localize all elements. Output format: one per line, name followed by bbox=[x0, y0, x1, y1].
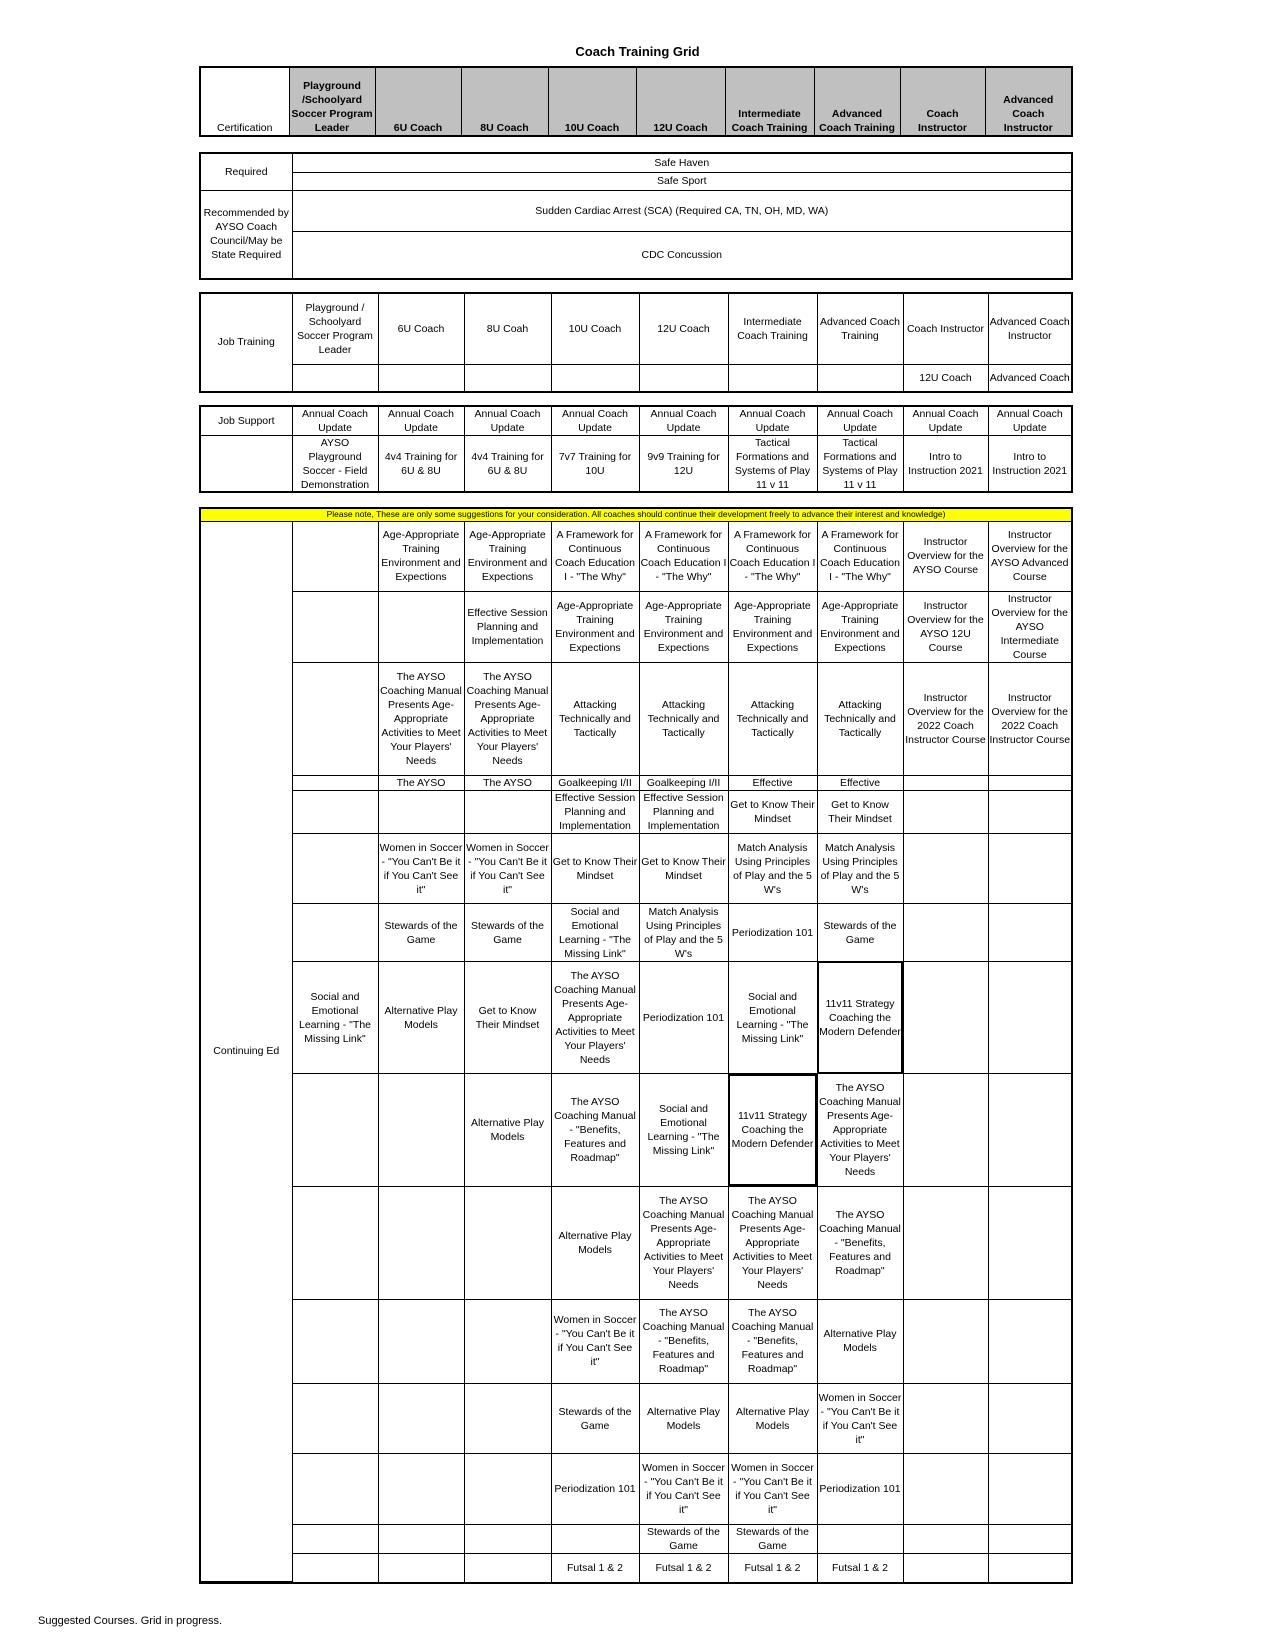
continuing-ed-cell bbox=[903, 1524, 988, 1553]
continuing-ed-cell: Goalkeeping I/II bbox=[639, 775, 728, 790]
recommended-item: Sudden Cardiac Arrest (SCA) (Required CA, TN, OH, MD, WA) bbox=[292, 190, 1071, 231]
continuing-ed-cell: Stewards of the Game bbox=[728, 1524, 817, 1553]
role-header: 6U Coach bbox=[375, 68, 461, 135]
role-header: 8U Coach bbox=[461, 68, 548, 135]
continuing-ed-cell: Attacking Technically and Tactically bbox=[728, 663, 817, 776]
job-training-label: Job Training bbox=[201, 294, 292, 391]
continuing-ed-cell bbox=[292, 1553, 378, 1581]
job-training-cell: 10U Coach bbox=[551, 294, 639, 364]
continuing-ed-cell bbox=[903, 961, 988, 1074]
continuing-ed-cell: The AYSO Coaching Manual - "Benefits, Features and Roadmap" bbox=[728, 1299, 817, 1383]
continuing-ed-cell bbox=[988, 1074, 1071, 1187]
continuing-ed-cell: Get to Know Their Mindset bbox=[817, 790, 903, 833]
job-support-table bbox=[199, 405, 1073, 493]
continuing-ed-cell bbox=[988, 1524, 1071, 1553]
continuing-ed-cell: Periodization 101 bbox=[728, 904, 817, 961]
continuing-ed-cell bbox=[551, 1524, 639, 1553]
continuing-ed-cell bbox=[378, 1454, 464, 1524]
continuing-ed-cell: Effective Session Planning and Implementation bbox=[639, 790, 728, 833]
continuing-ed-cell bbox=[464, 1299, 551, 1383]
continuing-ed-cell: Alternative Play Models bbox=[551, 1186, 639, 1299]
job-support-cell: Annual Coach Update bbox=[292, 407, 378, 436]
job-support-cell: Annual Coach Update bbox=[728, 407, 817, 436]
job-support-cell: Intro to Instruction 2021 bbox=[903, 436, 988, 493]
continuing-ed-cell bbox=[903, 1186, 988, 1299]
job-training-cell: 6U Coach bbox=[378, 294, 464, 364]
continuing-ed-cell: Instructor Overview for the AYSO Course bbox=[903, 521, 988, 591]
continuing-ed-cell bbox=[988, 834, 1071, 904]
continuing-ed-cell bbox=[292, 663, 378, 776]
continuing-ed-row bbox=[201, 1454, 1071, 1524]
job-training-cell: 12U Coach bbox=[639, 294, 728, 364]
job-support-cell: Annual Coach Update bbox=[903, 407, 988, 436]
continuing-ed-row bbox=[201, 521, 1071, 591]
continuing-ed-row bbox=[201, 775, 1071, 790]
continuing-ed-cell: The AYSO bbox=[378, 775, 464, 790]
continuing-ed-cell: Stewards of the Game bbox=[639, 1524, 728, 1553]
continuing-ed-cell: The AYSO Coaching Manual Presents Age-Appropriate Activities to Meet Your Players' Needs bbox=[378, 663, 464, 776]
job-support-cell: 4v4 Training for 6U & 8U bbox=[464, 436, 551, 493]
continuing-ed-cell: 11v11 Strategy Coaching the Modern Defender bbox=[817, 961, 903, 1074]
continuing-ed-cell: The AYSO Coaching Manual - "Benefits, Features and Roadmap" bbox=[639, 1299, 728, 1383]
continuing-ed-cell: The AYSO Coaching Manual Presents Age-Appropriate Activities to Meet Your Players' Needs bbox=[728, 1186, 817, 1299]
continuing-ed-cell: Women in Soccer - "You Can't Be it if You Can't See it" bbox=[378, 834, 464, 904]
continuing-ed-cell: Effective Session Planning and Implementation bbox=[464, 591, 551, 662]
continuing-ed-cell: Women in Soccer - "You Can't Be it if You Can't See it" bbox=[728, 1454, 817, 1524]
role-header: Advanced Coach Training bbox=[814, 68, 900, 135]
recommended-item: CDC Concussion bbox=[292, 231, 1071, 278]
continuing-ed-cell bbox=[292, 775, 378, 790]
continuing-ed-table bbox=[199, 507, 1073, 1584]
continuing-ed-cell bbox=[464, 1383, 551, 1453]
continuing-ed-cell bbox=[464, 790, 551, 833]
continuing-ed-cell bbox=[988, 790, 1071, 833]
continuing-ed-cell: A Framework for Continuous Coach Education I - "The Why" bbox=[817, 521, 903, 591]
continuing-ed-cell bbox=[988, 1299, 1071, 1383]
continuing-ed-cell: Women in Soccer - "You Can't Be it if You Can't See it" bbox=[817, 1383, 903, 1453]
continuing-ed-row bbox=[201, 1524, 1071, 1553]
continuing-ed-cell: Instructor Overview for the 2022 Coach Instructor Course bbox=[988, 663, 1071, 776]
continuing-ed-cell: Age-Appropriate Training Environment and Expections bbox=[817, 591, 903, 662]
continuing-ed-cell: Match Analysis Using Principles of Play and the 5 W's bbox=[817, 834, 903, 904]
continuing-ed-cell bbox=[378, 1553, 464, 1581]
continuing-ed-cell: Stewards of the Game bbox=[817, 904, 903, 961]
header-table bbox=[199, 66, 1073, 137]
continuing-ed-row bbox=[201, 663, 1071, 776]
continuing-ed-cell bbox=[903, 1553, 988, 1581]
continuing-ed-cell: Alternative Play Models bbox=[639, 1383, 728, 1453]
continuing-ed-cell: The AYSO Coaching Manual Presents Age-Appropriate Activities to Meet Your Players' Needs bbox=[639, 1186, 728, 1299]
continuing-ed-cell: Get to Know Their Mindset bbox=[464, 961, 551, 1074]
continuing-ed-cell: Match Analysis Using Principles of Play and the 5 W's bbox=[639, 904, 728, 961]
continuing-ed-cell: Alternative Play Models bbox=[378, 961, 464, 1074]
continuing-ed-cell bbox=[292, 1074, 378, 1187]
continuing-ed-row bbox=[201, 961, 1071, 1074]
continuing-ed-cell bbox=[378, 591, 464, 662]
job-support-cell: 7v7 Training for 10U bbox=[551, 436, 639, 493]
page-title: Coach Training Grid bbox=[575, 44, 700, 59]
continuing-ed-cell bbox=[378, 1383, 464, 1453]
continuing-ed-cell: The AYSO Coaching Manual Presents Age-Appropriate Activities to Meet Your Players' Needs bbox=[464, 663, 551, 776]
role-header: Coach Instructor bbox=[900, 68, 985, 135]
continuing-ed-cell bbox=[903, 1074, 988, 1187]
role-header: Advanced Coach Instructor bbox=[985, 68, 1071, 135]
job-support-cell: AYSO Playground Soccer - Field Demonstration bbox=[292, 436, 378, 493]
continuing-ed-cell bbox=[292, 834, 378, 904]
job-support-cell: Annual Coach Update bbox=[464, 407, 551, 436]
continuing-ed-cell: The AYSO Coaching Manual Presents Age-Appropriate Activities to Meet Your Players' Needs bbox=[551, 961, 639, 1074]
continuing-ed-cell bbox=[464, 1553, 551, 1581]
role-header: 10U Coach bbox=[548, 68, 636, 135]
job-training-cell: Advanced Coach Instructor bbox=[988, 294, 1071, 364]
job-training-cell bbox=[378, 364, 464, 391]
continuing-ed-cell: Instructor Overview for the AYSO Advanced Course bbox=[988, 521, 1071, 591]
job-training-cell bbox=[639, 364, 728, 391]
required-label: Required bbox=[201, 154, 292, 190]
continuing-ed-cell: Age-Appropriate Training Environment and Expections bbox=[639, 591, 728, 662]
continuing-ed-cell bbox=[903, 1383, 988, 1453]
continuing-ed-cell: Effective bbox=[728, 775, 817, 790]
continuing-ed-cell bbox=[903, 790, 988, 833]
continuing-ed-row bbox=[201, 1186, 1071, 1299]
continuing-ed-cell: Women in Soccer - "You Can't Be it if You Can't See it" bbox=[464, 834, 551, 904]
continuing-ed-cell: Effective Session Planning and Implementation bbox=[551, 790, 639, 833]
continuing-ed-cell: The AYSO bbox=[464, 775, 551, 790]
continuing-ed-cell: Periodization 101 bbox=[817, 1454, 903, 1524]
job-support-cell: Tactical Formations and Systems of Play 11 v 11 bbox=[728, 436, 817, 493]
continuing-ed-row bbox=[201, 790, 1071, 833]
continuing-ed-row bbox=[201, 834, 1071, 904]
continuing-ed-row bbox=[201, 591, 1071, 662]
continuing-ed-cell: The AYSO Coaching Manual Presents Age-Appropriate Activities to Meet Your Players' Needs bbox=[817, 1074, 903, 1187]
recommended-label: Recommended by AYSO Coach Council/May be State Required bbox=[201, 190, 292, 278]
continuing-ed-cell bbox=[903, 834, 988, 904]
continuing-ed-cell: Futsal 1 & 2 bbox=[728, 1553, 817, 1581]
continuing-ed-cell bbox=[988, 1383, 1071, 1453]
continuing-ed-cell: Periodization 101 bbox=[639, 961, 728, 1074]
job-training-cell: Playground / Schoolyard Soccer Program Leader bbox=[292, 294, 378, 364]
continuing-ed-cell bbox=[464, 1186, 551, 1299]
role-header: 12U Coach bbox=[636, 68, 725, 135]
continuing-ed-cell: Futsal 1 & 2 bbox=[551, 1553, 639, 1581]
continuing-ed-cell: Attacking Technically and Tactically bbox=[817, 663, 903, 776]
job-training-cell bbox=[817, 364, 903, 391]
continuing-ed-cell bbox=[988, 775, 1071, 790]
continuing-ed-cell bbox=[292, 521, 378, 591]
continuing-ed-cell bbox=[292, 1524, 378, 1553]
continuing-ed-cell bbox=[988, 1186, 1071, 1299]
job-support-empty bbox=[201, 436, 292, 493]
continuing-ed-cell: Social and Emotional Learning - "The Missing Link" bbox=[728, 961, 817, 1074]
continuing-ed-cell: A Framework for Continuous Coach Education I - "The Why" bbox=[728, 521, 817, 591]
job-training-cell: Intermediate Coach Training bbox=[728, 294, 817, 364]
job-support-cell: Intro to Instruction 2021 bbox=[988, 436, 1071, 493]
continuing-ed-cell: Get to Know Their Mindset bbox=[728, 790, 817, 833]
continuing-ed-cell bbox=[464, 1454, 551, 1524]
continuing-ed-cell: Women in Soccer - "You Can't Be it if You Can't See it" bbox=[639, 1454, 728, 1524]
job-training-cell bbox=[551, 364, 639, 391]
job-support-cell: 9v9 Training for 12U bbox=[639, 436, 728, 493]
continuing-ed-cell bbox=[378, 790, 464, 833]
continuing-ed-cell: Women in Soccer - "You Can't Be it if You Can't See it" bbox=[551, 1299, 639, 1383]
continuing-ed-label: Continuing Ed bbox=[201, 521, 292, 1581]
continuing-ed-cell bbox=[292, 904, 378, 961]
requirements-table bbox=[199, 152, 1073, 280]
continuing-ed-cell: Age-Appropriate Training Environment and Expections bbox=[464, 521, 551, 591]
role-header: Intermediate Coach Training bbox=[725, 68, 814, 135]
continuing-ed-cell: Get to Know Their Mindset bbox=[639, 834, 728, 904]
continuing-ed-cell: Stewards of the Game bbox=[551, 1383, 639, 1453]
continuing-ed-cell: A Framework for Continuous Coach Education I - "The Why" bbox=[551, 521, 639, 591]
continuing-ed-cell: Stewards of the Game bbox=[464, 904, 551, 961]
continuing-ed-cell bbox=[292, 1186, 378, 1299]
continuing-ed-cell bbox=[378, 1524, 464, 1553]
continuing-ed-cell bbox=[292, 1383, 378, 1453]
continuing-ed-cell: Futsal 1 & 2 bbox=[639, 1553, 728, 1581]
continuing-ed-cell bbox=[988, 1454, 1071, 1524]
continuing-ed-cell bbox=[378, 1186, 464, 1299]
job-support-cell: Annual Coach Update bbox=[817, 407, 903, 436]
continuing-ed-cell bbox=[903, 1299, 988, 1383]
continuing-ed-cell: Social and Emotional Learning - "The Missing Link" bbox=[639, 1074, 728, 1187]
continuing-ed-cell: Get to Know Their Mindset bbox=[551, 834, 639, 904]
continuing-ed-cell: Instructor Overview for the 2022 Coach Instructor Course bbox=[903, 663, 988, 776]
continuing-ed-cell: 11v11 Strategy Coaching the Modern Defender bbox=[728, 1074, 817, 1187]
continuing-ed-cell bbox=[903, 775, 988, 790]
continuing-ed-cell: Instructor Overview for the AYSO Intermediate Course bbox=[988, 591, 1071, 662]
continuing-ed-cell bbox=[903, 904, 988, 961]
certification-label: Certification bbox=[201, 68, 289, 135]
job-support-label: Job Support bbox=[201, 407, 292, 436]
continuing-ed-row bbox=[201, 1553, 1071, 1581]
continuing-ed-cell bbox=[292, 591, 378, 662]
continuing-ed-cell: Alternative Play Models bbox=[728, 1383, 817, 1453]
continuing-ed-cell bbox=[292, 790, 378, 833]
job-training-cell: Advanced Coach Training bbox=[817, 294, 903, 364]
job-training-cell: Coach Instructor bbox=[903, 294, 988, 364]
job-training-cell bbox=[292, 364, 378, 391]
continuing-ed-cell: Age-Appropriate Training Environment and Expections bbox=[551, 591, 639, 662]
required-item: Safe Haven bbox=[292, 154, 1071, 172]
continuing-ed-cell: The AYSO Coaching Manual - "Benefits, Features and Roadmap" bbox=[817, 1186, 903, 1299]
continuing-ed-cell: Social and Emotional Learning - "The Missing Link" bbox=[292, 961, 378, 1074]
continuing-ed-cell: Attacking Technically and Tactically bbox=[551, 663, 639, 776]
continuing-ed-cell: Goalkeeping I/II bbox=[551, 775, 639, 790]
continuing-ed-cell: Social and Emotional Learning - "The Missing Link" bbox=[551, 904, 639, 961]
continuing-ed-row bbox=[201, 1383, 1071, 1453]
job-support-cell: 4v4 Training for 6U & 8U bbox=[378, 436, 464, 493]
continuing-ed-cell bbox=[378, 1299, 464, 1383]
job-training-cell bbox=[728, 364, 817, 391]
continuing-ed-cell: Futsal 1 & 2 bbox=[817, 1553, 903, 1581]
continuing-ed-cell: Periodization 101 bbox=[551, 1454, 639, 1524]
continuing-ed-cell: Age-Appropriate Training Environment and Expections bbox=[728, 591, 817, 662]
job-support-cell: Annual Coach Update bbox=[988, 407, 1071, 436]
continuing-ed-cell: The AYSO Coaching Manual - "Benefits, Features and Roadmap" bbox=[551, 1074, 639, 1187]
continuing-ed-cell: Alternative Play Models bbox=[464, 1074, 551, 1187]
continuing-ed-cell bbox=[292, 1454, 378, 1524]
continuing-ed-cell bbox=[903, 1454, 988, 1524]
continuing-ed-row bbox=[201, 904, 1071, 961]
footer-note: Suggested Courses. Grid in progress. bbox=[38, 1615, 223, 1627]
continuing-ed-cell: Attacking Technically and Tactically bbox=[639, 663, 728, 776]
continuing-ed-cell: A Framework for Continuous Coach Education I - "The Why" bbox=[639, 521, 728, 591]
continuing-ed-row bbox=[201, 1074, 1071, 1187]
job-training-cell: 12U Coach bbox=[903, 364, 988, 391]
job-support-cell: Annual Coach Update bbox=[551, 407, 639, 436]
job-support-cell: Annual Coach Update bbox=[378, 407, 464, 436]
continuing-ed-cell bbox=[378, 1074, 464, 1187]
job-support-cell: Tactical Formations and Systems of Play 11 v 11 bbox=[817, 436, 903, 493]
job-training-cell: Advanced Coach bbox=[988, 364, 1071, 391]
role-header: Playground /Schoolyard Soccer Program Leader bbox=[289, 68, 375, 135]
continuing-ed-cell bbox=[464, 1524, 551, 1553]
continuing-ed-cell bbox=[988, 904, 1071, 961]
continuing-ed-cell bbox=[817, 1524, 903, 1553]
continuing-ed-cell: Match Analysis Using Principles of Play and the 5 W's bbox=[728, 834, 817, 904]
continuing-ed-cell: Age-Appropriate Training Environment and Expections bbox=[378, 521, 464, 591]
job-training-cell bbox=[464, 364, 551, 391]
continuing-ed-cell: Stewards of the Game bbox=[378, 904, 464, 961]
continuing-ed-row bbox=[201, 1299, 1071, 1383]
continuing-ed-cell: Instructor Overview for the AYSO 12U Course bbox=[903, 591, 988, 662]
continuing-ed-cell: Effective bbox=[817, 775, 903, 790]
required-item: Safe Sport bbox=[292, 172, 1071, 190]
job-training-table bbox=[199, 292, 1073, 393]
continuing-ed-cell: Alternative Play Models bbox=[817, 1299, 903, 1383]
continuing-ed-cell bbox=[292, 1299, 378, 1383]
continuing-ed-cell bbox=[988, 961, 1071, 1074]
job-support-cell: Annual Coach Update bbox=[639, 407, 728, 436]
suggestion-note: Please note, These are only some suggestions for your consideration. All coaches should continue their development freely to advance their interest and knowledge) bbox=[201, 509, 1071, 521]
continuing-ed-cell bbox=[988, 1553, 1071, 1581]
job-training-cell: 8U Coah bbox=[464, 294, 551, 364]
